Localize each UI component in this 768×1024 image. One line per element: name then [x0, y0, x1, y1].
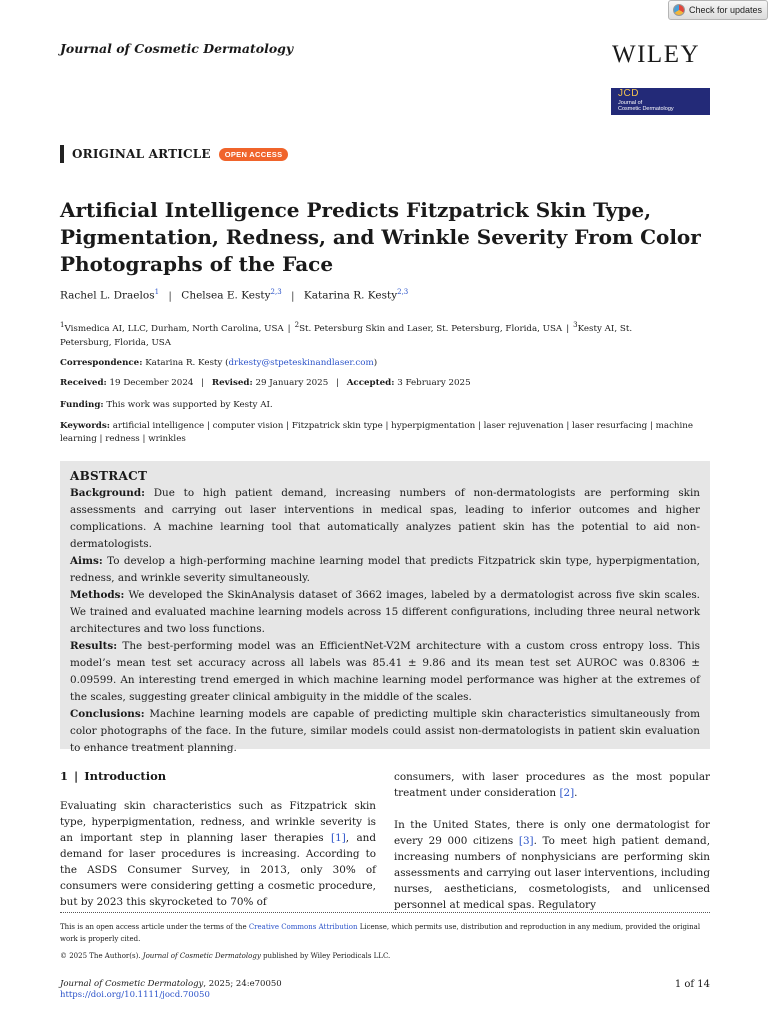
doi-link[interactable]: https://doi.org/10.1111/jocd.70050: [60, 990, 210, 1000]
open-access-badge: OPEN ACCESS: [219, 148, 289, 161]
journal-name: Journal of Cosmetic Dermatology: [60, 41, 294, 56]
abstract-aims-label: Aims:: [70, 555, 103, 567]
affiliation-sup: 2: [294, 321, 300, 329]
author-affiliation-ref[interactable]: 2,3: [397, 288, 409, 296]
correspondence-name: Katarina R. Kesty: [145, 358, 223, 368]
received-date: 19 December 2024: [109, 378, 194, 388]
revised-label: Revised:: [211, 378, 253, 388]
license-text: This is an open access article under the terms of the: [60, 923, 249, 931]
citation-link[interactable]: [3]: [518, 835, 534, 847]
creative-commons-link[interactable]: Creative Commons Attribution: [248, 923, 358, 931]
abstract-heading: ABSTRACT: [70, 469, 148, 483]
author-name[interactable]: Katarina R. Kesty: [303, 289, 398, 302]
intro-text: , and demand for laser procedures is increasing. According to the ASDS Consumer Survey, in 2013, only 30% of consumers were considering getting a cosmetic procedure, but by 2023 this skyrocketed to 70% of: [60, 832, 376, 908]
article-type-label: ORIGINAL ARTICLE: [72, 147, 211, 161]
citation-link[interactable]: [1]: [331, 832, 346, 844]
page-number: 1 of 14: [674, 979, 710, 990]
intro-text: . To meet high patient demand, increasing numbers of nonphysicians are performing skin assessments and carrying out laser interventions, including nurses, aestheticians, cosmetologists, and unlicensed personnel at medical spas. Regulatory: [394, 835, 710, 911]
affiliations: [60, 318, 670, 350]
accepted-label: Accepted:: [346, 378, 395, 388]
article-dates: [60, 377, 720, 390]
license-text: License, which permits use, distribution and reproduction in any medium, provided the original work is properly cited.: [60, 923, 701, 943]
intro-paragraph: [394, 817, 710, 913]
author-affiliation-ref[interactable]: 1: [154, 288, 160, 296]
intro-left-column: [60, 798, 376, 910]
section-title: Introduction: [84, 769, 167, 783]
funding-text: This work was supported by Kesty AI.: [106, 400, 273, 410]
abstract-methods-text: We developed the SkinAnalysis dataset of 3662 images, labeled by a dermatologist across five skin scales. We trained and evaluated machine learning models across 15 different configurations, including three neural network architectures and two loss functions.: [70, 589, 700, 635]
publisher-logo: WILEY: [612, 41, 701, 68]
section-heading-introduction: [60, 769, 166, 783]
affiliation-separator: |: [287, 323, 291, 334]
intro-text: .: [574, 787, 578, 799]
accepted-date: 3 February 2025: [397, 378, 471, 388]
crossmark-icon: [673, 4, 685, 16]
footer-citation: [60, 979, 282, 989]
journal-badge-line1: Journal of: [618, 100, 643, 106]
article-title: Artificial Intelligence Predicts Fitzpatrick Skin Type, Pigmentation, Redness, and Wrinkle Severity From Color Photographs of the Face: [60, 198, 701, 276]
abstract-background: [70, 485, 700, 553]
abstract-background-label: Background:: [70, 487, 145, 499]
funding: [60, 399, 720, 412]
abstract-results: [70, 638, 700, 706]
author-list: [60, 288, 408, 302]
keywords-text: artificial intelligence | computer vision | Fitzpatrick skin type | hyperpigmentation | laser rejuvenation | laser resurfacing | machine learning | redness | wrinkles: [60, 421, 694, 444]
footer-journal-name: Journal of Cosmetic Dermatology: [60, 979, 204, 989]
abstract-aims: [70, 553, 700, 587]
date-separator: |: [201, 378, 205, 388]
abstract-conclusions-label: Conclusions:: [70, 708, 145, 720]
keywords: [60, 420, 710, 446]
intro-text: Evaluating skin characteristics such as Fitzpatrick skin type, hyperpigmentation, redness, and wrinkle severity is an important step in planning laser therapies: [60, 800, 376, 844]
affiliation-sup: 1: [60, 321, 65, 329]
affiliation-text: Vismedica AI, LLC, Durham, North Carolina, USA: [64, 323, 284, 334]
article-type-row: [60, 145, 288, 163]
affiliation-separator: |: [566, 323, 570, 334]
check-for-updates-label: Check for updates: [689, 5, 763, 15]
correspondence-label: Correspondence:: [60, 358, 143, 368]
affiliation-sup: 3: [573, 321, 578, 329]
date-separator: |: [335, 378, 339, 388]
author-name[interactable]: Chelsea E. Kesty: [181, 289, 271, 302]
abstract-results-label: Results:: [70, 640, 118, 652]
check-for-updates-button[interactable]: [668, 0, 768, 20]
citation-link[interactable]: [2]: [559, 787, 575, 799]
affiliation-text: Kesty AI, St. Petersburg, Florida, USA: [60, 323, 633, 348]
license-footnote: [60, 921, 710, 945]
author-affiliation-ref[interactable]: 2,3: [270, 288, 282, 296]
section-separator: |: [74, 769, 79, 783]
correspondence-email-link[interactable]: drkesty@stpeteskinandlaser.com: [228, 358, 374, 368]
copyright-text: published by Wiley Periodicals LLC.: [260, 952, 391, 960]
footnote-divider: [60, 912, 710, 913]
intro-right-column: [394, 769, 710, 913]
author-name[interactable]: Rachel L. Draelos: [60, 289, 155, 302]
funding-label: Funding:: [60, 400, 104, 410]
intro-paragraph: [60, 798, 376, 910]
correspondence: Correspondence: Katarina R. Kesty (drkesty@stpeteskinandlaser.com): [60, 358, 378, 368]
intro-text: consumers, with laser procedures as the most popular treatment under consideration: [394, 771, 710, 799]
abstract-methods: [70, 587, 700, 638]
abstract-conclusions: [70, 706, 700, 757]
copyright-journal: Journal of Cosmetic Dermatology: [142, 952, 261, 960]
journal-badge-line2: Cosmetic Dermatology: [618, 106, 674, 113]
abstract-background-text: Due to high patient demand, increasing numbers of non-dermatologists are performing skin assessments and carrying out laser interventions in medical spas, leading to inferior outcomes and higher complications. A machine learning tool that automatically analyzes patient skin has the potential to aid non-dermatologists.: [70, 487, 700, 550]
keywords-label: Keywords:: [60, 421, 110, 431]
journal-badge: [611, 88, 710, 115]
copyright-text: © 2025 The Author(s).: [60, 952, 143, 960]
abstract-box: [60, 461, 710, 754]
copyright-footnote: [60, 950, 710, 962]
received-label: Received:: [60, 378, 107, 388]
author-separator: |: [168, 289, 172, 302]
journal-badge-abbr: JCD: [618, 88, 639, 99]
abstract-results-text: The best-performing model was an EfficientNet-V2M architecture with a custom cross entropy loss. This model’s mean test set accuracy across all labels was 85.41 ± 9.86 and its mean test set AUROC was 0.8306 ± 0.09599. An interesting trend emerged in which machine learning model performance was higher at the extremes of the scales, suggesting greater clinical ambiguity in the middle of the scales.: [70, 640, 700, 703]
abstract-methods-label: Methods:: [70, 589, 125, 601]
abstract-conclusions-text: Machine learning models are capable of predicting multiple skin characteristics simultaneously from color photographs of the face. In the future, similar models could assist non-dermatologists in patient skin evaluation to enhance treatment planning.: [70, 708, 700, 754]
revised-date: 29 January 2025: [255, 378, 329, 388]
section-number: 1: [60, 769, 69, 783]
abstract-aims-text: To develop a high-performing machine learning model that predicts Fitzpatrick skin type, hyperpigmentation, redness, and wrinkle severity simultaneously.: [70, 555, 700, 584]
article-type-bar: [60, 145, 64, 163]
affiliation-text: St. Petersburg Skin and Laser, St. Petersburg, Florida, USA: [299, 323, 563, 334]
journal-badge-name: [618, 100, 710, 112]
author-separator: |: [291, 289, 295, 302]
intro-paragraph: [394, 769, 710, 801]
intro-text: In the United States, there is only one dermatologist for every 29 000 citizens: [394, 819, 710, 847]
footer-citation-details: , 2025; 24:e70050: [203, 979, 282, 989]
